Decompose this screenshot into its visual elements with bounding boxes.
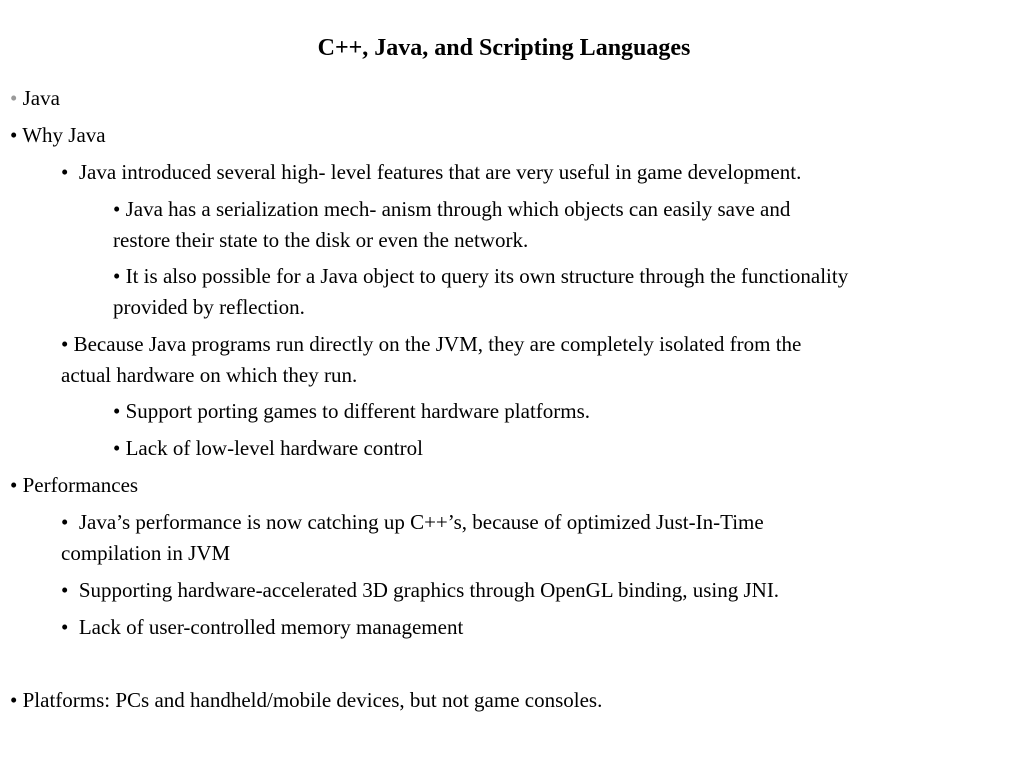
bullet-text: Because Java programs run directly on the JVM, they are completely isolated from the [73,332,802,356]
bullet-mark: • [61,615,69,639]
bullet-text: Lack of low-level hardware control [125,436,423,460]
bullet-reflection [113,261,848,292]
bullet-high-level-features [61,157,801,188]
bullet-text: Java’s performance is now catching up C++’s, because of optimized Just-In-Time [78,510,764,534]
bullet-platforms [10,685,602,716]
bullet-mark: • [61,160,69,184]
bullet-java [10,83,60,114]
bullet-jit-performance-cont [61,538,230,569]
bullet-porting [113,396,590,427]
bullet-text: Why Java [22,123,106,147]
bullet-text: compilation in JVM [61,541,231,565]
bullet-opengl [61,575,779,606]
bullet-mark: • [10,123,18,147]
bullet-text: Supporting hardware-accelerated 3D graphics through OpenGL binding, using JNI. [78,578,780,602]
bullet-mark: • [113,399,121,423]
bullet-mark: • [113,197,121,221]
bullet-jvm-isolation [61,329,801,360]
bullet-mark: • [113,264,121,288]
bullet-text: Performances [22,473,139,497]
bullet-mark: • [61,332,69,356]
bullet-mark: • [61,578,69,602]
bullet-text: restore their state to the disk or even the network. [113,228,529,252]
bullet-text: Java introduced several high- level features that are very useful in game development. [78,160,802,184]
bullet-text: Java has a serialization mech- anism through which objects can easily save and [125,197,791,221]
bullet-why-java [10,120,106,151]
bullet-text: Support porting games to different hardware platforms. [125,399,591,423]
bullet-text: Java [22,86,60,110]
bullet-hardware-control [113,433,423,464]
bullet-mark: • [10,688,18,712]
bullet-mark: • [10,86,18,110]
bullet-text: Lack of user-controlled memory management [78,615,464,639]
bullet-performances [10,470,138,501]
bullet-text: It is also possible for a Java object to query its own structure through the functionality [125,264,849,288]
bullet-jvm-isolation-cont [61,360,357,391]
bullet-memory-management [61,612,463,643]
slide-title: C++, Java, and Scripting Languages [317,35,691,61]
bullet-text: actual hardware on which they run. [61,363,358,387]
bullet-mark: • [61,510,69,534]
bullet-serialization [113,194,790,225]
bullet-text: provided by reflection. [113,295,305,319]
bullet-serialization-cont [113,225,528,256]
bullet-mark: • [10,473,18,497]
bullet-jit-performance [61,507,764,538]
bullet-reflection-cont [113,292,305,323]
bullet-text: Platforms: PCs and handheld/mobile devices, but not game consoles. [22,688,603,712]
bullet-mark: • [113,436,121,460]
